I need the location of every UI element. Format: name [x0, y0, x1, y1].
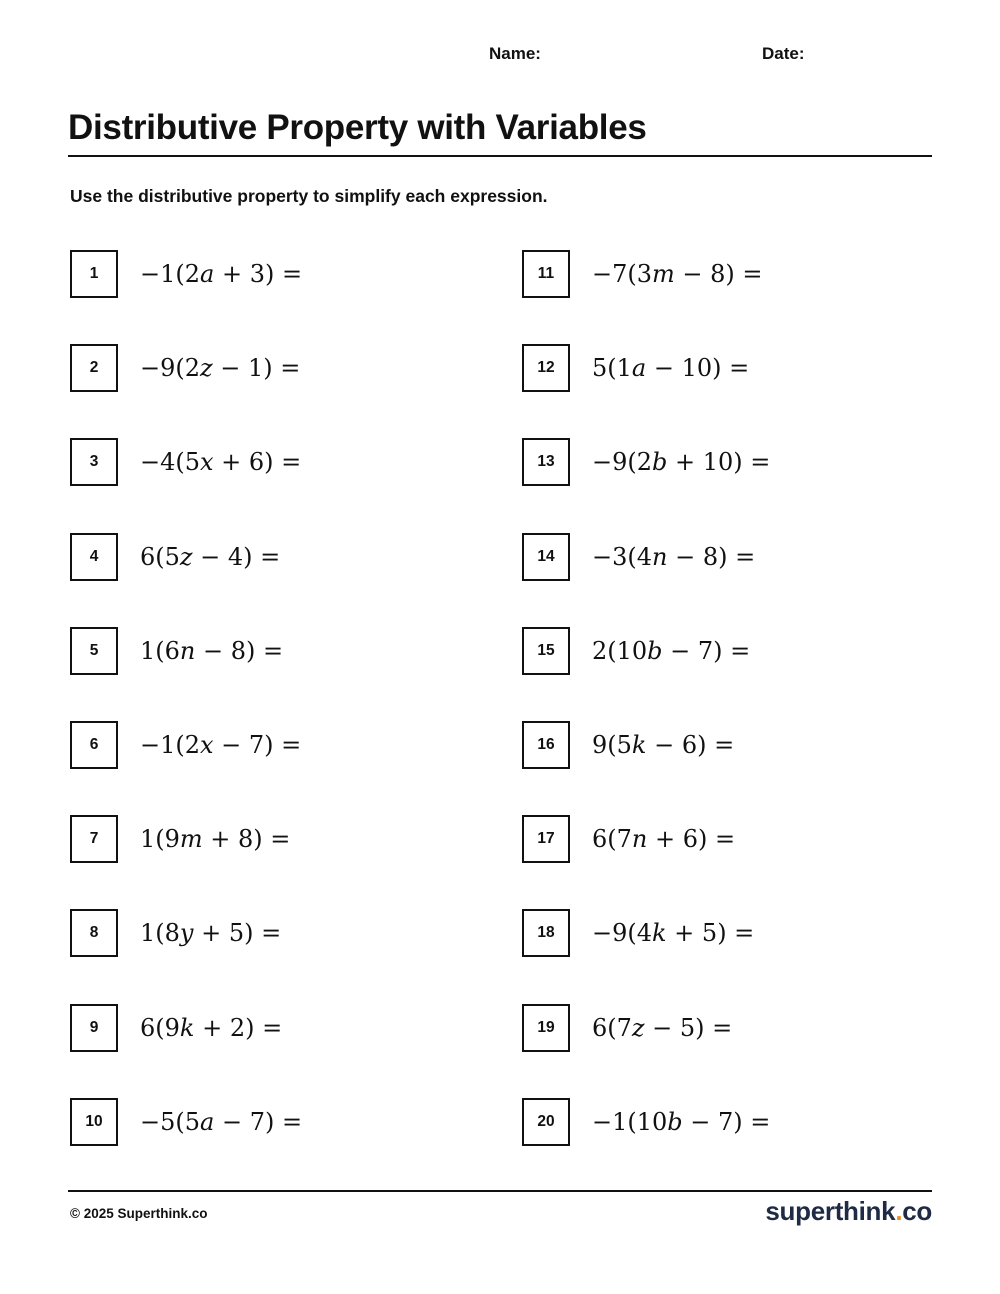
- problem-item: [522, 909, 930, 1003]
- problem-expression: 1(8𝑦 + 5) =: [140, 919, 282, 948]
- problem-expression: 6(5𝑧 − 4) =: [140, 542, 281, 571]
- problem-item: [70, 1098, 522, 1192]
- brand-dot: .: [895, 1196, 903, 1226]
- problem-item: [522, 1004, 930, 1098]
- problem-item: [70, 815, 522, 909]
- problem-expression: 2(10𝑏 − 7) =: [592, 636, 751, 665]
- problem-item: [70, 909, 522, 1003]
- problem-number: 4: [70, 533, 118, 581]
- problem-number: 15: [522, 627, 570, 675]
- problem-item: [522, 250, 930, 344]
- problem-item: [522, 344, 930, 438]
- brand-logo: [765, 1196, 932, 1227]
- problem-expression: 5(1𝑎 − 10) =: [592, 354, 750, 383]
- problem-number: 1: [70, 250, 118, 298]
- problem-number: 7: [70, 815, 118, 863]
- problem-list: [70, 250, 930, 1192]
- problem-number: 19: [522, 1004, 570, 1052]
- problem-expression: −9(4𝑘 + 5) =: [592, 919, 755, 948]
- problem-expression: 1(9𝑚 + 8) =: [140, 825, 291, 854]
- problem-expression: 9(5𝑘 − 6) =: [592, 730, 735, 759]
- problem-expression: −5(5𝑎 − 7) =: [140, 1107, 303, 1136]
- problem-item: [70, 627, 522, 721]
- problem-number: 8: [70, 909, 118, 957]
- problem-expression: 6(9𝑘 + 2) =: [140, 1013, 283, 1042]
- problem-item: [522, 533, 930, 627]
- problem-expression: −1(2𝑎 + 3) =: [140, 260, 303, 288]
- problem-item: [70, 438, 522, 532]
- problem-number: 5: [70, 627, 118, 675]
- problem-item: [70, 344, 522, 438]
- date-label: Date:: [762, 44, 805, 63]
- problem-number: 12: [522, 344, 570, 392]
- problem-item: [522, 721, 930, 815]
- problem-number: 13: [522, 438, 570, 486]
- brand-tld: co: [902, 1196, 932, 1226]
- problem-expression: 1(6𝑛 − 8) =: [140, 636, 284, 665]
- problem-expression: −7(3𝑚 − 8) =: [592, 260, 763, 288]
- problem-number: 18: [522, 909, 570, 957]
- brand-name: superthink: [765, 1196, 896, 1226]
- problem-item: [70, 533, 522, 627]
- problem-item: [522, 815, 930, 909]
- footer-divider: [68, 1190, 932, 1192]
- problem-item: [522, 1098, 930, 1192]
- problem-item: [522, 438, 930, 532]
- problem-item: [70, 1004, 522, 1098]
- problem-number: 6: [70, 721, 118, 769]
- problem-expression: −9(2𝑧 − 1) =: [140, 354, 301, 383]
- problem-expression: 6(7𝑛 + 6) =: [592, 825, 736, 854]
- problem-number: 2: [70, 344, 118, 392]
- problem-number: 16: [522, 721, 570, 769]
- problem-number: 9: [70, 1004, 118, 1052]
- problem-expression: −4(5𝑥 + 6) =: [140, 448, 302, 477]
- problem-number: 17: [522, 815, 570, 863]
- problem-expression: −9(2𝑏 + 10) =: [592, 448, 771, 477]
- title-divider: [68, 155, 932, 157]
- problem-number: 3: [70, 438, 118, 486]
- worksheet-title: Distributive Property with Variables: [68, 108, 647, 147]
- problem-expression: −3(4𝑛 − 8) =: [592, 542, 756, 571]
- problem-item: [522, 627, 930, 721]
- problem-item: [70, 250, 522, 344]
- name-label: Name:: [489, 44, 541, 63]
- problem-expression: 6(7𝑧 − 5) =: [592, 1013, 733, 1042]
- problem-number: 11: [522, 250, 570, 298]
- problem-number: 10: [70, 1098, 118, 1146]
- problem-expression: −1(10𝑏 − 7) =: [592, 1107, 771, 1136]
- problem-number: 20: [522, 1098, 570, 1146]
- instructions: Use the distributive property to simplify each expression.: [70, 186, 548, 206]
- copyright-notice: © 2025 Superthink.co: [70, 1206, 208, 1221]
- problem-item: [70, 721, 522, 815]
- problem-number: 14: [522, 533, 570, 581]
- problem-expression: −1(2𝑥 − 7) =: [140, 730, 302, 759]
